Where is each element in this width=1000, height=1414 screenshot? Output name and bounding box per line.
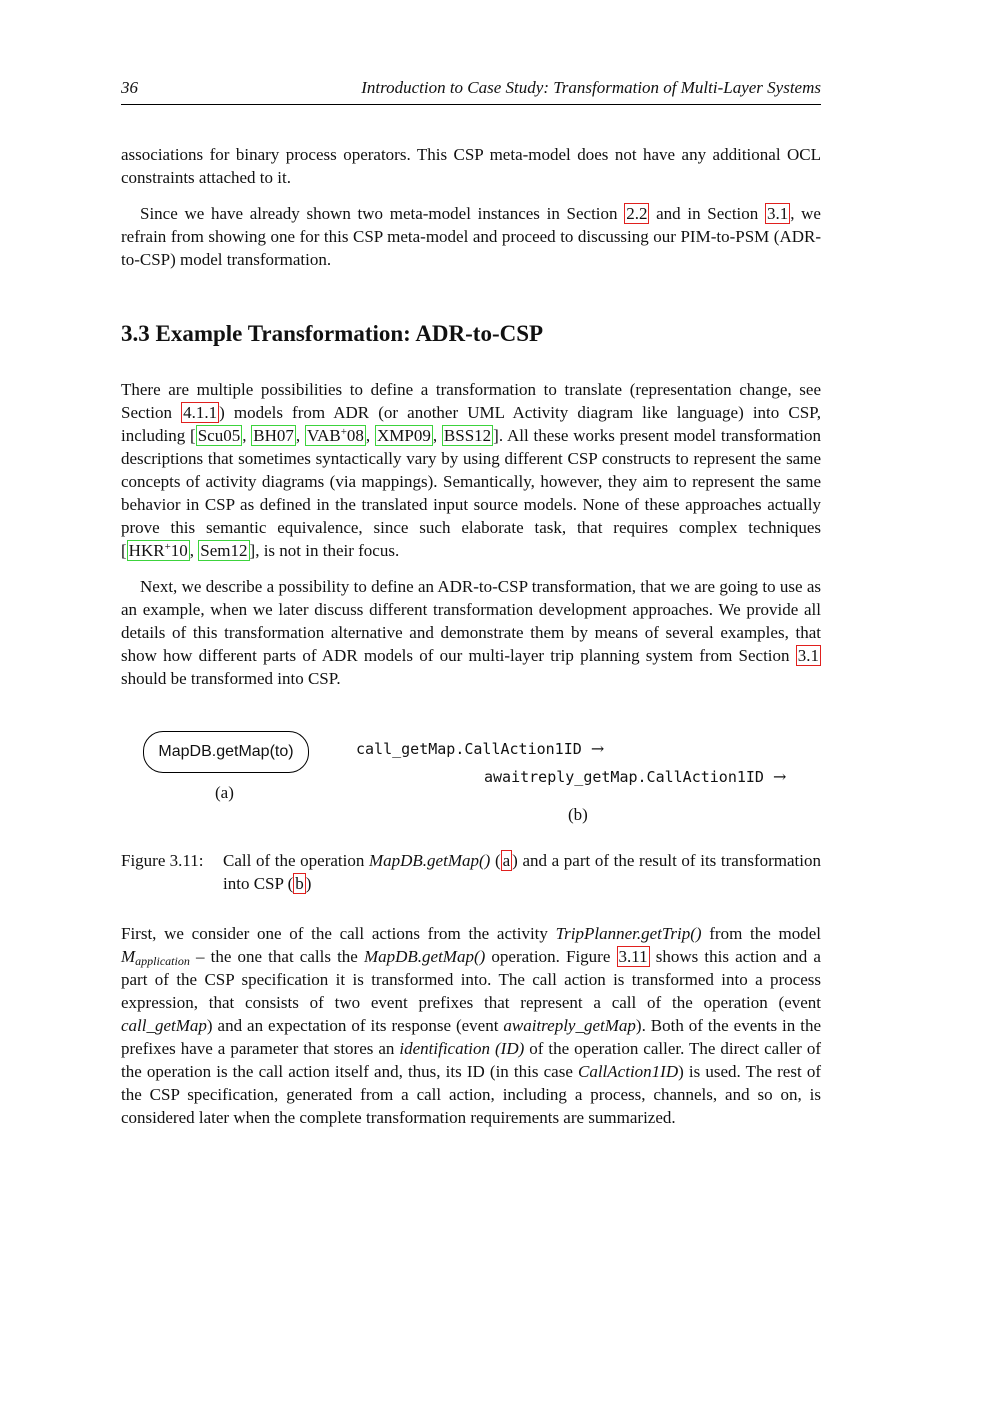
citation-text: 10 bbox=[170, 541, 188, 560]
section-ref-link[interactable]: 3.1 bbox=[766, 204, 789, 223]
caption-label: Figure 3.11: bbox=[121, 851, 204, 870]
text-run: and in Section bbox=[649, 204, 765, 223]
text-run: ) bbox=[305, 874, 312, 893]
prefix-arrow: → bbox=[590, 739, 605, 758]
citation-link[interactable]: BH07 bbox=[253, 426, 294, 445]
text-run: ). Both of the events in the prefixes have a parameter that stores an bbox=[121, 1016, 821, 1058]
text-run: Call of the operation bbox=[223, 851, 369, 870]
page bbox=[121, 78, 821, 1129]
citation-link[interactable] bbox=[127, 540, 190, 561]
citation-text: 08 bbox=[346, 426, 364, 445]
text-run: , we refrain from showing one for this CSP meta-model and proceed to discussing our PIM-to-PSM (ADR-to-CSP) model transformation. bbox=[121, 204, 821, 269]
text-run: ) and an expectation of its response (event bbox=[206, 1016, 504, 1035]
figure-ref-link[interactable]: 3.11 bbox=[618, 947, 648, 966]
text-run: TripPlanner.getTrip() bbox=[555, 924, 702, 943]
csp-line-1 bbox=[356, 739, 604, 758]
text-run: MapDB.getMap() bbox=[368, 851, 491, 870]
subfigure-a-label: (a) bbox=[215, 783, 234, 802]
citation-link[interactable]: Scu05 bbox=[197, 426, 241, 445]
csp-line-2 bbox=[484, 767, 786, 786]
section-ref-link[interactable]: 4.1.1 bbox=[183, 403, 218, 422]
text-run: Next, we describe a possibility to define an ADR-to-CSP transformation, that we are going to use as an example, when we later discuss different transformation development approaches. We provide all details of this transformation alternative and demonstrate them by means of several examples, that show how different parts of ADR models of our multi-layer trip planning system from Section bbox=[121, 577, 821, 665]
text-run: Since we have already shown two meta-model instances in Section bbox=[140, 204, 625, 223]
text-run: ( bbox=[490, 851, 501, 870]
subfigure-ref-link[interactable]: a bbox=[502, 851, 511, 870]
text-run: should be transformed into CSP. bbox=[121, 669, 341, 688]
text-run: – the one that calls the bbox=[189, 947, 364, 966]
citation-text: HKR bbox=[128, 541, 165, 560]
citation-text: VAB bbox=[306, 426, 341, 445]
text-run: operation. Figure bbox=[485, 947, 617, 966]
text-run: ) is used. The rest of the CSP specification, generated from a call action, including a process, channels, and so on, is considered later when the complete transformation requirements are summarized. bbox=[121, 1062, 821, 1127]
text-run: ) models from ADR (or another UML Activity diagram like language) into CSP, including [ bbox=[121, 403, 821, 445]
paragraph-5 bbox=[121, 922, 821, 1129]
math-symbol: M bbox=[121, 947, 136, 966]
text-run: of the operation caller. The direct caller of the operation is the call action itself and, thus, its ID (in this case bbox=[121, 1039, 821, 1081]
paragraph-1: associations for binary process operators. This CSP meta-model does not have any additional OCL constraints attached to it. bbox=[121, 145, 821, 187]
text-run: First, we consider one of the call actions from the activity bbox=[121, 924, 556, 943]
citation-sup: + bbox=[164, 541, 171, 553]
text-run: CallAction1ID bbox=[578, 1062, 679, 1081]
csp-event: call_getMap.CallAction1ID bbox=[356, 740, 582, 758]
running-header bbox=[121, 78, 821, 105]
prefix-arrow: → bbox=[773, 767, 787, 786]
text-run: call_getMap bbox=[121, 1016, 207, 1035]
paragraph-2 bbox=[121, 202, 821, 271]
call-action-node: MapDB.getMap(to) bbox=[143, 731, 309, 773]
page-number: 36 bbox=[121, 78, 138, 97]
text-run: ) and a part of the result of its transformation into CSP ( bbox=[223, 851, 821, 893]
citation-link[interactable] bbox=[305, 425, 366, 446]
citation-link[interactable]: Sem12 bbox=[200, 541, 248, 560]
csp-event: awaitreply_getMap.CallAction1ID bbox=[484, 768, 764, 786]
paragraph-4 bbox=[121, 575, 821, 690]
caption-text bbox=[223, 849, 821, 895]
text-run: MapDB.getMap() bbox=[363, 947, 486, 966]
paragraph-3: There are multiple possibilities to define a transformation to translate (representation change, see Section 4.1.1 ) models from ADR (or another UML Activity diagram like language) into CSP, including [ Scu05 , BH07 , VAB+08 , XMP09 , BSS12 ]. All these works present model transformation descriptions that sometimes syntactically vary by using different CSP constructs to represent the same concepts of activity diagrams (via mappings). Semantically, however, they aim to represent the same behavior in CSP as defined in the translated input source models. None of these approaches actually prove this semantic equivalence, since such elaborate task, that requires complex techniques [ HKR+10 , Sem12 ], is not in their focus. bbox=[121, 380, 821, 560]
text-run: awaitreply_getMap bbox=[503, 1016, 636, 1035]
text-run: shows this action and a part of the CSP specification it is transformed into. The call action is transformed into a process expression, that consists of two event prefixes that represent a call of the operation (event bbox=[121, 947, 821, 1012]
section-ref-link[interactable]: 3.1 bbox=[797, 646, 819, 665]
subfigure-ref-link[interactable]: b bbox=[295, 874, 304, 893]
running-title: Introduction to Case Study: Transformation of Multi-Layer Systems bbox=[361, 78, 821, 97]
citation-sup: + bbox=[340, 426, 347, 438]
subfigure-b-label: (b) bbox=[568, 805, 588, 824]
math-subscript: application bbox=[135, 954, 190, 968]
citation-link[interactable]: XMP09 bbox=[376, 426, 431, 445]
figure-3-11 bbox=[121, 725, 821, 835]
text-run: identification (ID) bbox=[399, 1039, 525, 1058]
text-run: from the model bbox=[701, 924, 821, 943]
section-ref-link[interactable]: 2.2 bbox=[626, 204, 648, 223]
citation-link[interactable]: BSS12 bbox=[443, 426, 492, 445]
text-run: There are multiple possibilities to define a transformation to translate (representation change, see Section bbox=[121, 380, 821, 422]
text-run: ], is not in their focus. bbox=[249, 541, 400, 560]
section-heading: 3.3 Example Transformation: ADR-to-CSP bbox=[121, 321, 544, 346]
text-run: ]. All these works present model transformation descriptions that sometimes syntactically vary by using different CSP constructs to represent the same concepts of activity diagrams (via mappings). Semantically, however, they aim to represent the same behavior in CSP as defined in the translated input source models. None of these approaches actually prove this semantic equivalence, since such elaborate task, that requires complex techniques [ bbox=[121, 426, 821, 560]
figure-caption bbox=[121, 849, 821, 895]
